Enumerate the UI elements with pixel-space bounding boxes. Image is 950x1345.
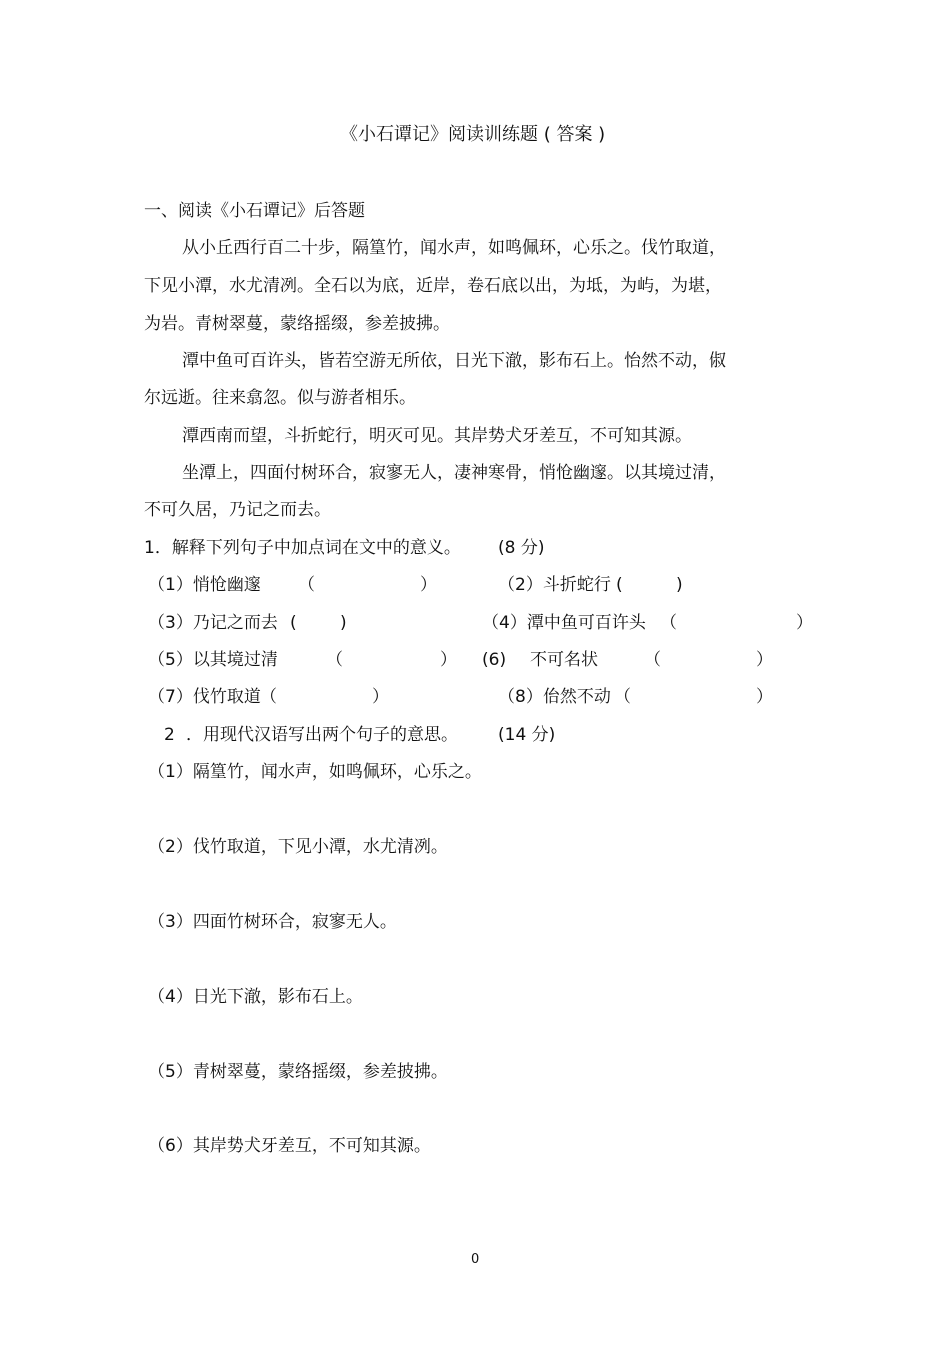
- q1-item-text: （8）佁然不动: [498, 687, 611, 707]
- q1-item-text: （5）以其境过清: [148, 650, 278, 670]
- answer-blank-open: (: [616, 575, 623, 595]
- question-1-score: (8 分): [498, 538, 545, 558]
- answer-blank-open: （: [326, 650, 343, 670]
- passage-line: 不可久居，乃记之而去。: [144, 500, 331, 520]
- answer-blank-close: ): [676, 575, 683, 595]
- q1-item-text: 不可名状: [530, 650, 598, 670]
- answer-blank-close: ）: [756, 650, 773, 670]
- passage-line: 坐潭上，四面付树环合，寂寥无人，凄神寒骨，悄怆幽邃。以其境过清，: [182, 463, 726, 483]
- q1-item-text: （2）斗折蛇行: [498, 575, 611, 595]
- q1-item-text: （1）悄怆幽邃: [148, 575, 261, 595]
- question-2-score: (14 分): [498, 725, 556, 745]
- answer-blank-open: (: [290, 613, 297, 633]
- answer-blank-close: ): [340, 613, 347, 633]
- answer-blank-close: ）: [796, 613, 813, 633]
- passage-line: 潭中鱼可百许头，皆若空游无所依，日光下澈，影布石上。怡然不动，俶: [182, 351, 726, 371]
- q2-item: （4）日光下澈，影布石上。: [148, 987, 363, 1007]
- answer-blank-close: ）: [420, 575, 437, 595]
- answer-blank-open: （: [644, 650, 661, 670]
- page-number: 0: [471, 1252, 480, 1267]
- q1-item-text: （3）乃记之而去: [148, 613, 278, 633]
- answer-blank-open: （: [660, 613, 677, 633]
- q1-item-text: （7）伐竹取道: [148, 687, 261, 707]
- q1-item-text: (6): [482, 650, 507, 670]
- passage-line: 为岩。青树翠蔓，蒙络摇缀，参差披拂。: [144, 314, 450, 334]
- section-heading: 一、阅读《小石谭记》后答题: [144, 201, 365, 221]
- question-2-prompt: ．用现代汉语写出两个句子的意思。: [186, 725, 458, 745]
- q2-item: （2）伐竹取道，下见小潭，水尤清冽。: [148, 837, 448, 857]
- passage-line: 从小丘西行百二十步，隔篁竹，闻水声，如鸣佩环，心乐之。伐竹取道，: [182, 238, 726, 258]
- passage-line: 潭西南而望，斗折蛇行，明灭可见。其岸势犬牙差互，不可知其源。: [182, 426, 692, 446]
- question-2-number: 2: [164, 725, 175, 745]
- answer-blank-open: （: [298, 575, 315, 595]
- answer-blank-close: ）: [756, 687, 773, 707]
- answer-blank-open: （: [260, 687, 277, 707]
- answer-blank-close: ）: [372, 687, 389, 707]
- q2-item: （6）其岸势犬牙差互，不可知其源。: [148, 1136, 431, 1156]
- q1-item-text: （4）潭中鱼可百许头: [482, 613, 646, 633]
- page-title: 《小石谭记》阅读训练题 ( 答案 ): [340, 124, 606, 145]
- passage-line: 下见小潭，水尤清冽。全石以为底，近岸，卷石底以出，为坻，为屿，为堪，: [144, 276, 722, 296]
- q2-item: （3）四面竹树环合，寂寥无人。: [148, 912, 397, 932]
- question-1-prompt: 1．解释下列句子中加点词在文中的意义。: [144, 538, 461, 558]
- answer-blank-open: （: [614, 687, 631, 707]
- q2-item: （5）青树翠蔓，蒙络摇缀，参差披拂。: [148, 1062, 448, 1082]
- q2-item: （1）隔篁竹，闻水声，如鸣佩环，心乐之。: [148, 762, 482, 782]
- answer-blank-close: ）: [440, 650, 457, 670]
- passage-line: 尔远逝。往来翕忽。似与游者相乐。: [144, 388, 416, 408]
